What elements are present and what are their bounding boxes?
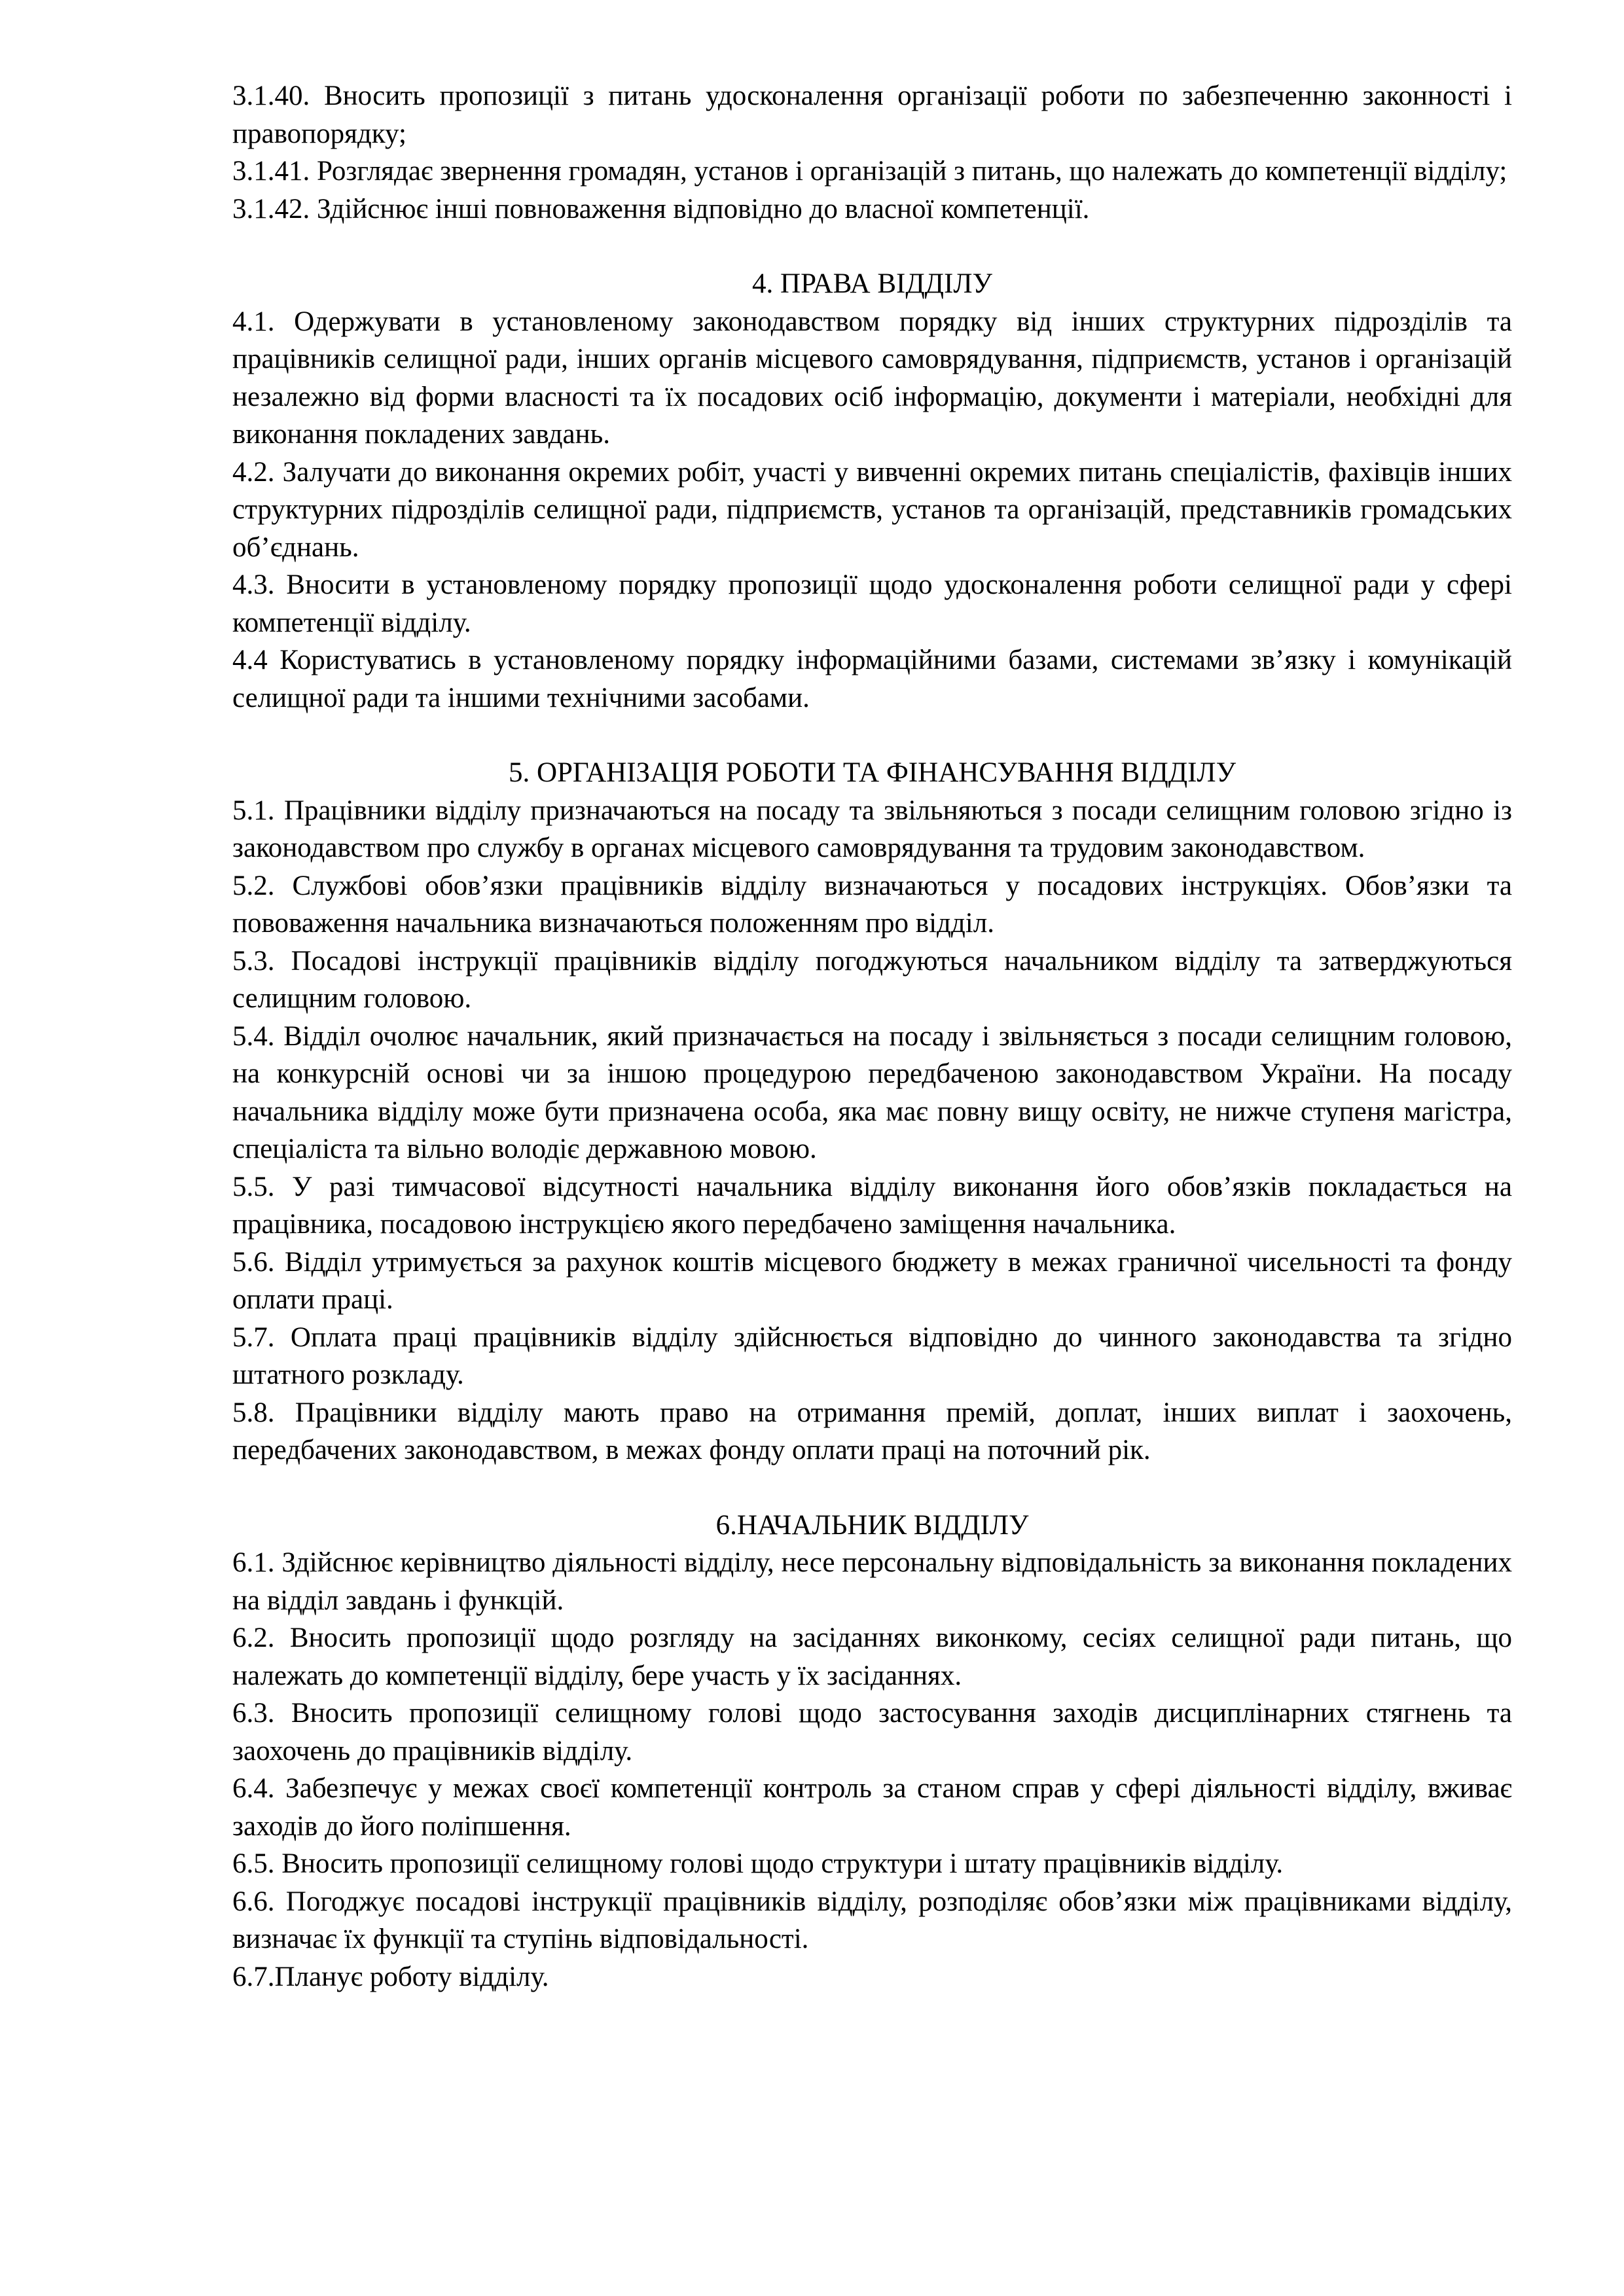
- paragraph-5-3: 5.3. Посадові інструкції працівників відділу погоджуються начальником відділу та затверджуються селищним головою.: [232, 945, 1512, 1014]
- paragraph-3-1-40: 3.1.40. Вносить пропозиції з питань удосконалення організації роботи по забезпеченню законності і правопорядку;: [232, 81, 1512, 149]
- paragraph-4-2: 4.2. Залучати до виконання окремих робіт, участі у вивченні окремих питань спеціалістів, фахівців інших структурних підрозділів селищної ради, підприємств, установ та організацій, представників громадських об’єднань.: [232, 456, 1512, 563]
- paragraph-5-8: 5.8. Працівники відділу мають право на отримання премій, доплат, інших виплат і заохочень, передбачених законодавством, в межах фонду оплати праці на поточний рік.: [232, 1397, 1512, 1465]
- paragraph-5-5: 5.5. У разі тимчасової відсутності начальника відділу виконання його обов’язків покладається на працівника, посадовою інструкцією якого передбачено заміщення начальника.: [232, 1171, 1512, 1240]
- paragraph-5-2: 5.2. Службові обов’язки працівників відділу визначаються у посадових інструкціях. Обов’язки та пововаження начальника визначаються положенням про відділ.: [232, 870, 1512, 939]
- paragraph-6-5: 6.5. Вносить пропозиції селищному голові щодо структури і штату працівників відділу.: [232, 1848, 1284, 1879]
- paragraph-4-1: 4.1. Одержувати в установленому законодавством порядку від інших структурних підрозділів та працівників селищної ради, інших органів місцевого самоврядування, підприємств, установ і організацій незалежно від форми власності та їх посадових осіб інформацію, документи і матеріали, необхідні для виконання покладених завдань.: [232, 306, 1512, 450]
- section-heading: 4. ПРАВА ВІДДІЛУ: [752, 268, 992, 299]
- paragraph-6-3: 6.3. Вносить пропозиції селищному голові щодо застосування заходів дисциплінарних стягнень та заохочень до працівників відділу.: [232, 1698, 1512, 1767]
- section-4-rights: [232, 265, 1512, 717]
- paragraph-5-7: 5.7. Оплата праці працівників відділу здійснюється відповідно до чинного законодавства та згідно штатного розкладу.: [232, 1321, 1512, 1390]
- paragraph-6-4: 6.4. Забезпечує у межах своєї компетенції контроль за станом справ у сфері діяльності відділу, вживає заходів до його поліпшення.: [232, 1773, 1512, 1842]
- paragraph-6-7: 6.7.Планує роботу відділу.: [232, 1961, 549, 1992]
- document-page: [232, 77, 1512, 1996]
- paragraph-3-1-41: 3.1.41. Розглядає звернення громадян, установ і організацій з питань, що належать до компетенції відділу;: [232, 156, 1507, 187]
- section-5-organization: [232, 754, 1512, 1469]
- paragraph-3-1-42: 3.1.42. Здійснює інші повноваження відповідно до власної компетенції.: [232, 193, 1090, 224]
- section-heading: 6.НАЧАЛЬНИК ВІДДІЛУ: [715, 1509, 1029, 1541]
- paragraph-4-3: 4.3. Вносити в установленому порядку пропозиції щодо удосконалення роботи селищної ради у сфері компетенції відділу.: [232, 569, 1512, 638]
- paragraph-4-4: 4.4 Користуватись в установленому порядку інформаційними базами, системами зв’язку і комунікацій селищної ради та іншими технічними засобами.: [232, 645, 1512, 713]
- paragraph-6-6: 6.6. Погоджує посадові інструкції працівників відділу, розподіляє обов’язки між працівниками відділу, визначає їх функції та ступінь відповідальності.: [232, 1886, 1512, 1954]
- section-heading: 5. ОРГАНІЗАЦІЯ РОБОТИ ТА ФІНАНСУВАННЯ ВІДДІЛУ: [508, 757, 1236, 788]
- paragraph-6-1: 6.1. Здійснює керівництво діяльності відділу, несе персональну відповідальність за виконання покладених на відділ завдань і функцій.: [232, 1547, 1512, 1616]
- paragraph-5-6: 5.6. Відділ утримується за рахунок коштів місцевого бюджету в межах граничної чисельності та фонду оплати праці.: [232, 1246, 1512, 1315]
- paragraph-5-1: 5.1. Працівники відділу призначаються на посаду та звільняються з посади селищним головою згідно із законодавством про службу в органах місцевого самоврядування та трудовим законодавством.: [232, 795, 1512, 863]
- paragraph-5-4: 5.4. Відділ очолює начальник, який призначається на посаду і звільняється з посади селищним головою, на конкурсній основі чи за іншою процедурою передбаченою законодавством України. На посаду начальника відділу може бути призначена особа, яка має повну вищу освіту, не нижче ступеня магістра, спеціаліста та вільно володіє державною мовою.: [232, 1020, 1512, 1164]
- paragraph-6-2: 6.2. Вносить пропозиції щодо розгляду на засіданнях виконкому, сесіях селищної ради питань, що належать до компетенції відділу, бере участь у їх засіданнях.: [232, 1623, 1512, 1691]
- section-6-head-of-department: [232, 1507, 1512, 1996]
- section-3-continuation: [232, 77, 1512, 228]
